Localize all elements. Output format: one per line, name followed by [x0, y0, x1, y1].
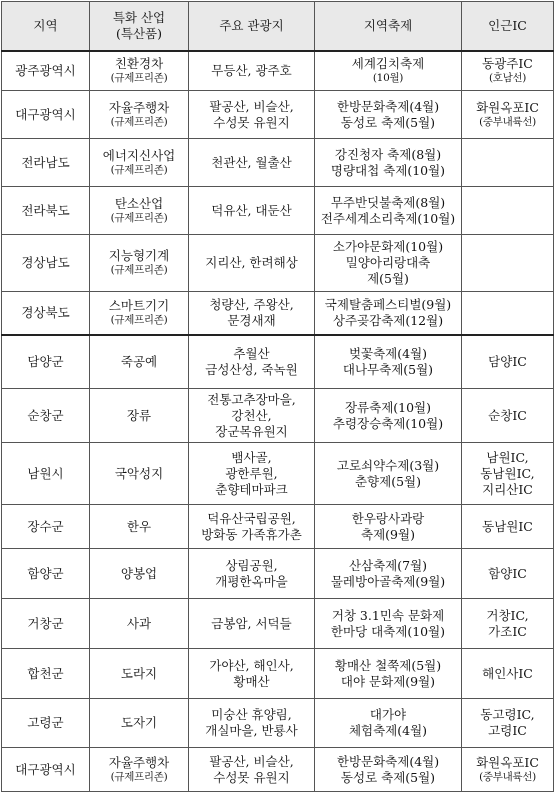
- cell-industry: [90, 699, 189, 748]
- cell-festival: [315, 443, 462, 505]
- cell-ic: [462, 599, 554, 649]
- cell-industry-line: 도라지: [120, 665, 158, 681]
- cell-tour-line: 금성산성, 죽녹원: [205, 361, 298, 377]
- cell-industry-line: 자율주행차: [108, 754, 170, 770]
- cell-festival: [315, 335, 462, 389]
- cell-tour-line: 팔공산, 비슬산,: [209, 753, 294, 769]
- cell-tour-line: 팔공산, 비슬산,: [209, 98, 294, 114]
- cell-ic-line: 화원옥포IC: [476, 754, 539, 770]
- cell-ic-line: 동광주IC: [482, 56, 533, 72]
- table-row: [2, 748, 554, 792]
- table-row: [2, 599, 554, 649]
- cell-industry-line: 죽공예: [120, 353, 158, 369]
- table-row: [2, 235, 554, 292]
- header-festival: 지역축제: [315, 2, 462, 51]
- cell-festival-line: 대가야: [369, 707, 407, 722]
- cell-ic: [462, 187, 554, 235]
- cell-ic: [462, 139, 554, 187]
- cell-ic: [462, 505, 554, 549]
- cell-industry: [90, 91, 189, 139]
- cell-ic: [462, 235, 554, 292]
- cell-festival-line: 세계김치축제: [351, 56, 425, 72]
- table-row: [2, 139, 554, 187]
- cell-industry: [90, 389, 189, 443]
- cell-region-line: 담양군: [27, 353, 64, 369]
- cell-region: [2, 91, 90, 139]
- table-row: [2, 335, 554, 389]
- cell-industry-line: 스마트기기: [108, 298, 170, 314]
- cell-region-line: 대구광역시: [15, 761, 76, 777]
- cell-festival-line: 한방문화축제(4월): [336, 753, 440, 769]
- cell-ic-line: 담양IC: [488, 353, 527, 369]
- cell-tour: [189, 139, 315, 187]
- cell-industry: [90, 549, 189, 599]
- cell-ic: [462, 549, 554, 599]
- cell-industry-line: 친환경차: [114, 56, 164, 72]
- cell-region-line: 함양군: [27, 565, 64, 581]
- cell-tour: [189, 443, 315, 505]
- cell-region: [2, 139, 90, 187]
- cell-industry-line: (규제프리존): [110, 115, 168, 128]
- cell-region: [2, 389, 90, 443]
- cell-festival-line: 국제탈춤페스티벌(9월): [324, 296, 452, 312]
- cell-festival-line: 한방문화축제(4월): [336, 98, 440, 114]
- cell-industry: [90, 505, 189, 549]
- cell-region-line: 광주광역시: [15, 62, 76, 78]
- cell-festival-line: 장류축제(10월): [344, 399, 432, 415]
- cell-region: [2, 748, 90, 792]
- cell-festival-line: 고로쇠약수제(3월): [336, 457, 440, 473]
- cell-industry-line: (규제프리존): [110, 314, 168, 327]
- cell-festival: [315, 91, 462, 139]
- cell-festival-line: 소가야문화제(10월): [332, 239, 444, 254]
- cell-ic-line: 남원IC,: [486, 449, 529, 465]
- cell-festival: [315, 699, 462, 748]
- cell-festival-line: (10월): [372, 72, 404, 85]
- cell-festival: [315, 235, 462, 292]
- cell-industry-line: (규제프리존): [110, 264, 168, 277]
- header-row: [2, 2, 554, 51]
- header-industry: [90, 2, 189, 51]
- header-ic: 인근IC: [462, 2, 554, 51]
- cell-industry-line: 양봉업: [120, 565, 158, 581]
- cell-ic-line: 가조IC: [488, 623, 527, 639]
- cell-festival: [315, 292, 462, 335]
- cell-region-line: 거창군: [27, 615, 64, 631]
- cell-festival: [315, 505, 462, 549]
- cell-industry-line: 사과: [126, 615, 152, 631]
- cell-industry: [90, 51, 189, 91]
- cell-festival-line: 상주곶감축제(12월): [332, 312, 444, 328]
- cell-tour-line: 방화동 가족휴가촌: [201, 526, 302, 542]
- cell-tour-line: 춘향테마파크: [215, 481, 288, 497]
- cell-festival-line: 동성로 축제(5월): [340, 114, 436, 130]
- cell-festival-line: 산삼축제(7월): [348, 557, 428, 573]
- cell-industry-line: 탄소산업: [114, 195, 164, 211]
- cell-festival-line: 체험축제(4월): [348, 723, 428, 738]
- cell-region-line: 순창군: [27, 407, 64, 423]
- cell-festival-line: 추령장승축제(10월): [332, 415, 444, 431]
- cell-festival-line: 대야 문화제(9월): [340, 673, 436, 689]
- cell-ic-line: (중부내륙선): [479, 115, 536, 128]
- cell-ic: [462, 51, 554, 91]
- cell-industry: [90, 649, 189, 699]
- table-row: [2, 649, 554, 699]
- cell-tour-line: 황매산: [233, 673, 270, 689]
- cell-tour-line: 문경새재: [227, 312, 276, 328]
- cell-region-line: 전라남도: [21, 154, 70, 170]
- cell-region: [2, 335, 90, 389]
- cell-industry-line: (규제프리존): [110, 770, 168, 783]
- cell-tour: [189, 549, 315, 599]
- cell-tour-line: 수성못 유원지: [213, 769, 290, 785]
- cell-region: [2, 51, 90, 91]
- cell-ic: [462, 649, 554, 699]
- cell-tour-line: 추월산: [233, 345, 270, 361]
- cell-industry: [90, 748, 189, 792]
- cell-region-line: 장수군: [27, 518, 64, 534]
- cell-industry: [90, 443, 189, 505]
- table-row: [2, 292, 554, 335]
- cell-region: [2, 235, 90, 292]
- table-row: [2, 443, 554, 505]
- cell-festival-line: 무주반딧불축제(8월): [330, 194, 446, 210]
- cell-region: [2, 549, 90, 599]
- cell-industry-line: 한우: [126, 518, 152, 534]
- cell-festival-line: 강진청자 축제(8월): [334, 146, 442, 162]
- cell-tour-line: 광한루원,: [225, 465, 278, 481]
- cell-tour-line: 강천산,: [231, 407, 272, 423]
- cell-festival: [315, 389, 462, 443]
- cell-region: [2, 292, 90, 335]
- cell-region-line: 합천군: [27, 665, 64, 681]
- cell-festival: [315, 139, 462, 187]
- cell-ic: [462, 443, 554, 505]
- header-industry-line: (특산품): [116, 25, 162, 41]
- cell-tour-line: 개평한옥마을: [215, 573, 288, 589]
- cell-industry-line: (규제프리존): [110, 163, 168, 176]
- cell-industry-line: 자율주행차: [108, 99, 170, 115]
- cell-ic-line: (중부내륙선): [479, 770, 536, 783]
- cell-industry: [90, 335, 189, 389]
- cell-tour: [189, 91, 315, 139]
- cell-tour-line: 상림공원,: [225, 557, 278, 573]
- cell-industry: [90, 292, 189, 335]
- cell-ic-line: 거창IC,: [486, 607, 529, 623]
- cell-festival-line: 밀양아리랑대축: [345, 255, 431, 270]
- cell-tour-line: 지리산, 한려해상: [205, 255, 298, 270]
- cell-tour: [189, 389, 315, 443]
- cell-region: [2, 599, 90, 649]
- cell-festival-line: 황매산 철쭉제(5월): [334, 657, 442, 673]
- cell-tour-line: 덕유산국립공원,: [207, 510, 296, 526]
- cell-tour: [189, 187, 315, 235]
- cell-festival: [315, 748, 462, 792]
- header-industry-line: 특화 산업: [112, 9, 166, 25]
- cell-tour: [189, 599, 315, 649]
- cell-festival-line: 한마당 대축제(10월): [330, 623, 446, 639]
- cell-region: [2, 505, 90, 549]
- cell-region: [2, 443, 90, 505]
- cell-ic-line: 동고령IC,: [480, 707, 535, 722]
- table-row: [2, 187, 554, 235]
- cell-industry: [90, 139, 189, 187]
- cell-tour: [189, 335, 315, 389]
- cell-festival-line: 한우랑사과랑: [351, 510, 425, 526]
- cell-ic-line: 순창IC: [488, 407, 527, 423]
- cell-tour-line: 천관산, 월출산: [211, 154, 292, 170]
- cell-tour: [189, 292, 315, 335]
- table-row: [2, 549, 554, 599]
- cell-region-line: 대구광역시: [15, 106, 76, 122]
- region-info-table: [1, 1, 554, 792]
- cell-tour: [189, 51, 315, 91]
- cell-region: [2, 187, 90, 235]
- cell-festival-line: 거창 3.1민속 문화제: [331, 607, 445, 623]
- cell-tour-line: 개실마을, 반룡사: [205, 723, 298, 738]
- cell-industry-line: 지능형기계: [108, 248, 170, 264]
- cell-industry: [90, 235, 189, 292]
- cell-region-line: 경상북도: [21, 304, 70, 320]
- cell-industry-line: 도자기: [120, 715, 158, 730]
- header-tour: 주요 관광지: [189, 2, 315, 51]
- cell-tour-line: 청량산, 주왕산,: [209, 296, 294, 312]
- cell-industry-line: 국악성지: [114, 465, 164, 481]
- cell-industry: [90, 599, 189, 649]
- cell-region-line: 전라북도: [21, 202, 70, 218]
- cell-ic-line: 동남원IC,: [480, 465, 535, 481]
- cell-ic-line: 지리산IC: [482, 481, 533, 497]
- cell-tour: [189, 699, 315, 748]
- table-row: [2, 51, 554, 91]
- cell-ic-line: 함양IC: [488, 565, 527, 581]
- table-row: [2, 505, 554, 549]
- cell-tour-line: 덕유산, 대둔산: [211, 202, 292, 218]
- cell-industry: [90, 187, 189, 235]
- cell-industry-line: 장류: [126, 407, 152, 423]
- cell-tour-line: 전통고추장마을,: [207, 391, 296, 407]
- cell-industry-line: 에너지신사업: [102, 147, 176, 163]
- cell-festival-line: 명량대첩 축제(10월): [330, 162, 446, 178]
- cell-ic-line: (호남선): [488, 72, 527, 85]
- cell-ic-line: 해인사IC: [482, 665, 533, 681]
- cell-tour-line: 장군목유원지: [215, 423, 288, 439]
- cell-festival-line: 대나무축제(5월): [342, 361, 434, 377]
- cell-festival: [315, 187, 462, 235]
- cell-tour-line: 수성못 유원지: [213, 114, 290, 130]
- cell-festival: [315, 649, 462, 699]
- cell-tour-line: 가야산, 해인사,: [209, 657, 294, 673]
- cell-region-line: 고령군: [27, 715, 64, 730]
- cell-region-line: 경상남도: [21, 255, 70, 270]
- cell-tour: [189, 748, 315, 792]
- cell-festival: [315, 549, 462, 599]
- cell-tour-line: 무등산, 광주호: [211, 62, 292, 78]
- cell-tour-line: 미숭산 휴양림,: [211, 707, 292, 722]
- cell-region-line: 남원시: [27, 465, 64, 481]
- cell-region: [2, 649, 90, 699]
- cell-region: [2, 699, 90, 748]
- cell-festival-line: 축제(9월): [361, 526, 415, 542]
- cell-industry-line: (규제프리존): [110, 72, 168, 85]
- table-row: [2, 91, 554, 139]
- cell-ic-line: 화원옥포IC: [476, 99, 539, 115]
- cell-ic: [462, 91, 554, 139]
- cell-festival-line: 전주세계소리축제(10월): [320, 210, 456, 226]
- header-region: 지역: [2, 2, 90, 51]
- table-row: [2, 389, 554, 443]
- cell-tour-line: 금봉암, 서덕들: [211, 615, 292, 631]
- cell-tour: [189, 235, 315, 292]
- cell-ic: [462, 699, 554, 748]
- cell-festival-line: 제(5월): [367, 271, 409, 286]
- cell-festival-line: 춘향제(5월): [354, 473, 421, 489]
- cell-festival-line: 물레방아골축제(9월): [330, 573, 446, 589]
- cell-festival-line: 동성로 축제(5월): [340, 769, 436, 785]
- cell-tour-line: 뱀사골,: [231, 449, 272, 465]
- cell-ic: [462, 335, 554, 389]
- cell-ic-line: 동남원IC: [482, 518, 533, 534]
- cell-tour: [189, 649, 315, 699]
- cell-tour: [189, 505, 315, 549]
- cell-industry-line: (규제프리존): [110, 211, 168, 224]
- cell-ic: [462, 748, 554, 792]
- table-row: [2, 699, 554, 748]
- cell-festival-line: 벚꽃축제(4월): [348, 345, 428, 361]
- cell-ic-line: 고령IC: [488, 723, 527, 738]
- cell-festival: [315, 599, 462, 649]
- cell-ic: [462, 389, 554, 443]
- cell-festival: [315, 51, 462, 91]
- cell-ic: [462, 292, 554, 335]
